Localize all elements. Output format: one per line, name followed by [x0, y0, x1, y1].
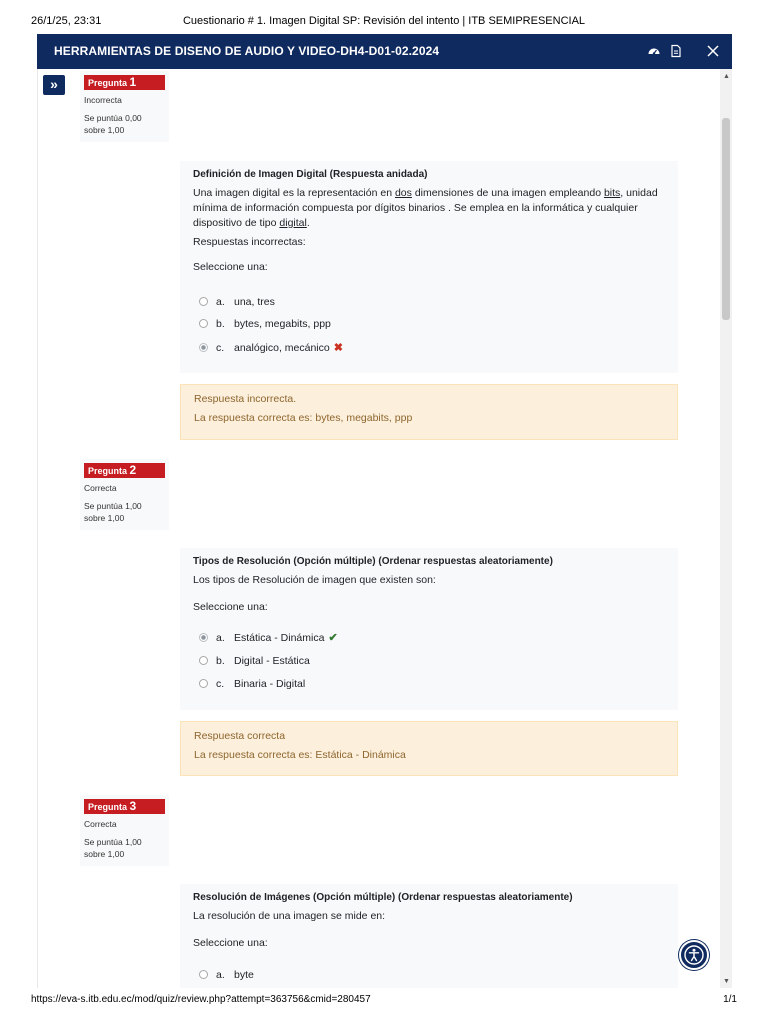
print-footer	[0, 994, 768, 1010]
accessibility-icon	[681, 942, 707, 968]
question-state: Correcta	[84, 483, 117, 493]
scrollbar-thumb[interactable]	[722, 118, 730, 320]
question-grade: Se puntúa 1,00 sobre 1,00	[84, 837, 142, 859]
incorrect-icon: ✖	[333, 342, 343, 354]
course-title: HERRAMIENTAS DE DISENO DE AUDIO Y VIDEO-DH4-D01-02.2024	[54, 44, 440, 58]
feedback-correct-answer: La respuesta correcta es: Estática - Dinámica	[194, 749, 406, 761]
question-heading: Tipos de Resolución (Opción múltiple) (Ordenar respuestas aleatoriamente)	[193, 556, 553, 567]
dashboard-icon[interactable]	[647, 44, 661, 58]
question-number: 1	[129, 75, 137, 89]
feedback-status: Respuesta correcta	[194, 730, 286, 742]
question-badge: Pregunta 2	[84, 463, 165, 478]
course-header-bar	[37, 34, 732, 69]
feedback-correct-answer: La respuesta correcta es: bytes, megabits, ppp	[194, 412, 413, 424]
question-subtext: Respuestas incorrectas:	[193, 236, 306, 248]
feedback-status: Respuesta incorrecta.	[194, 393, 297, 405]
question-text-3	[180, 884, 678, 988]
radio-button[interactable]	[199, 297, 208, 306]
question-body: Los tipos de Resolución de imagen que existen son:	[193, 574, 436, 586]
question-info-2	[80, 459, 169, 530]
radio-button[interactable]	[199, 656, 208, 665]
question-state: Incorrecta	[84, 95, 122, 105]
question-info-1	[80, 71, 169, 142]
answer-option-c[interactable]: c. Binaria - Digital	[193, 677, 305, 691]
drawer-toggle-button[interactable]	[43, 75, 65, 95]
chevrons-right-icon: »	[50, 76, 58, 92]
correct-check-icon: ✔	[328, 632, 338, 644]
question-prompt: Seleccione una:	[193, 937, 268, 949]
question-number: 2	[129, 463, 137, 477]
question-grade: Se puntúa 1,00 sobre 1,00	[84, 501, 142, 523]
question-heading: Definición de Imagen Digital (Respuesta anidada)	[193, 169, 428, 180]
page-scrollbar[interactable]	[720, 69, 732, 988]
accessibility-button[interactable]	[679, 940, 709, 970]
radio-button[interactable]	[199, 319, 208, 328]
question-body: Una imagen digital es la representación en dos dimensiones de una imagen empleando bits, unidad mínima de información compuesta por dígitos binarios . Se emplea en la informática y cualquier dispositivo de tipo digital.	[193, 187, 658, 229]
answer-option-b[interactable]: b. Digital - Estática	[193, 654, 310, 668]
question-prompt: Seleccione una:	[193, 261, 268, 273]
radio-button-selected[interactable]	[199, 633, 208, 642]
feedback-box-1	[180, 384, 678, 440]
close-icon[interactable]	[706, 44, 720, 58]
question-body: La resolución de una imagen se mide en:	[193, 910, 386, 922]
scroll-up-arrow[interactable]: ▲	[723, 73, 730, 80]
question-prompt: Seleccione una:	[193, 601, 268, 613]
answer-option-a[interactable]: a. Estática - Dinámica ✔	[193, 631, 338, 645]
question-state: Correcta	[84, 819, 117, 829]
scroll-down-arrow[interactable]: ▼	[723, 978, 730, 985]
question-badge: Pregunta 3	[84, 799, 165, 814]
answer-option-c[interactable]: c. analógico, mecánico ✖	[193, 341, 343, 355]
question-number: 3	[129, 799, 137, 813]
print-header	[0, 15, 768, 31]
print-timestamp: 26/1/25, 23:31	[31, 15, 102, 27]
radio-button-selected[interactable]	[199, 343, 208, 352]
question-grade: Se puntúa 0,00 sobre 1,00	[84, 113, 142, 135]
page-url: https://eva-s.itb.edu.ec/mod/quiz/review.php?attempt=363756&cmid=280457	[31, 994, 371, 1005]
radio-button[interactable]	[199, 970, 208, 979]
print-page-title: Cuestionario # 1. Imagen Digital SP: Revisión del intento | ITB SEMIPRESENCIAL	[182, 15, 586, 27]
feedback-box-2	[180, 721, 678, 776]
answer-option-a[interactable]: a. byte	[193, 968, 254, 982]
question-info-3	[80, 795, 169, 866]
page-count: 1/1	[723, 994, 737, 1005]
document-icon[interactable]	[669, 44, 683, 58]
answer-option-a[interactable]: a. una, tres	[193, 295, 275, 309]
question-badge: Pregunta 1	[84, 75, 165, 90]
question-heading: Resolución de Imágenes (Opción múltiple) (Ordenar respuestas aleatoriamente)	[193, 892, 573, 903]
answer-option-b[interactable]: b. bytes, megabits, ppp	[193, 317, 331, 331]
radio-button[interactable]	[199, 679, 208, 688]
